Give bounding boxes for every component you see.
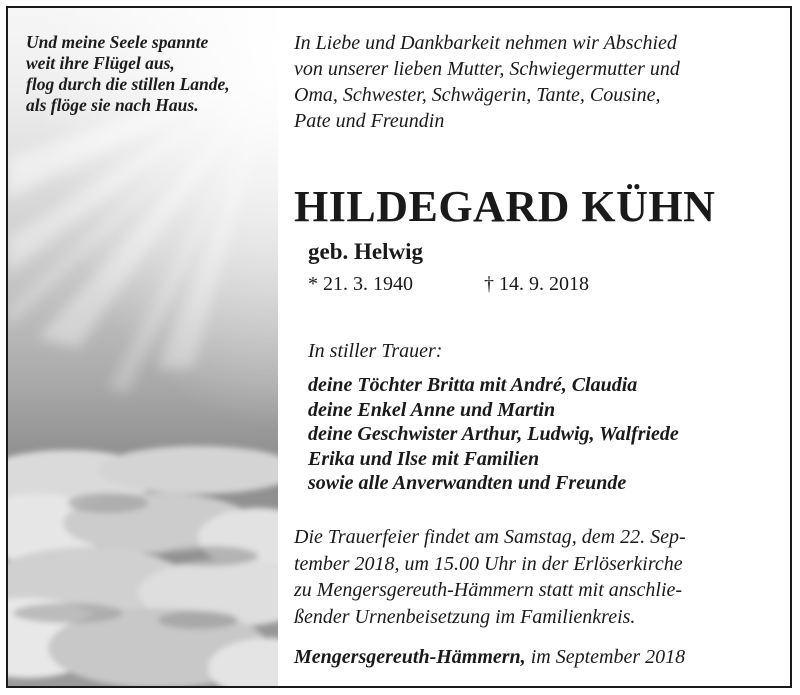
death-date: † 14. 9. 2018 bbox=[484, 273, 589, 295]
mourning-heading: In stiller Trauer: bbox=[308, 340, 443, 362]
service-line: zu Mengersgereuth-Hämmern statt mit anschlie- bbox=[294, 579, 683, 601]
intro-line: Oma, Schwester, Schwägerin, Tante, Cousine, bbox=[294, 84, 661, 106]
farewell-intro bbox=[294, 30, 774, 134]
intro-line: von unserer lieben Mutter, Schwiegermutter und bbox=[294, 58, 680, 80]
poem-line: Und meine Seele spannte bbox=[26, 32, 209, 52]
mourner-line: Erika und Ilse mit Familien bbox=[308, 447, 540, 470]
poem-line: weit ihre Flügel aus, bbox=[26, 53, 175, 73]
poem-line: als flöge sie nach Haus. bbox=[26, 95, 199, 115]
service-line: Die Trauerfeier findet am Samstag, dem 22. Sep- bbox=[294, 526, 686, 548]
mourner-line: deine Enkel Anne und Martin bbox=[308, 398, 556, 421]
birth-date: * 21. 3. 1940 bbox=[308, 273, 413, 295]
sky-cloud-photo bbox=[8, 8, 278, 686]
intro-line: Pate und Freundin bbox=[294, 110, 445, 132]
life-dates bbox=[308, 271, 589, 297]
mourner-line: sowie alle Anverwandten und Freunde bbox=[308, 472, 627, 494]
place-and-date bbox=[294, 644, 685, 670]
signoff-place: Mengersgereuth-Hämmern, bbox=[294, 646, 526, 668]
deceased-name: HILDEGARD KÜHN bbox=[294, 182, 716, 231]
obituary-notice bbox=[6, 6, 792, 688]
poem-verse bbox=[26, 32, 276, 116]
intro-line: In Liebe und Dankbarkeit nehmen wir Abschied bbox=[294, 32, 677, 54]
poem-line: flog durch die stillen Lande, bbox=[26, 74, 230, 94]
maiden-name: geb. Helwig bbox=[308, 239, 423, 264]
signoff-date: im September 2018 bbox=[530, 646, 686, 668]
funeral-service-info bbox=[294, 524, 764, 630]
notice-text bbox=[294, 30, 774, 668]
mourners-list bbox=[308, 373, 679, 496]
service-line: tember 2018, um 15.00 Uhr in der Erlöserkirche bbox=[294, 552, 683, 575]
mourner-line: deine Geschwister Arthur, Ludwig, Walfriede bbox=[308, 423, 679, 445]
service-line: ßender Urnenbeisetzung im Familienkreis. bbox=[294, 605, 636, 628]
mourner-line: deine Töchter Britta mit André, Claudia bbox=[308, 374, 638, 396]
